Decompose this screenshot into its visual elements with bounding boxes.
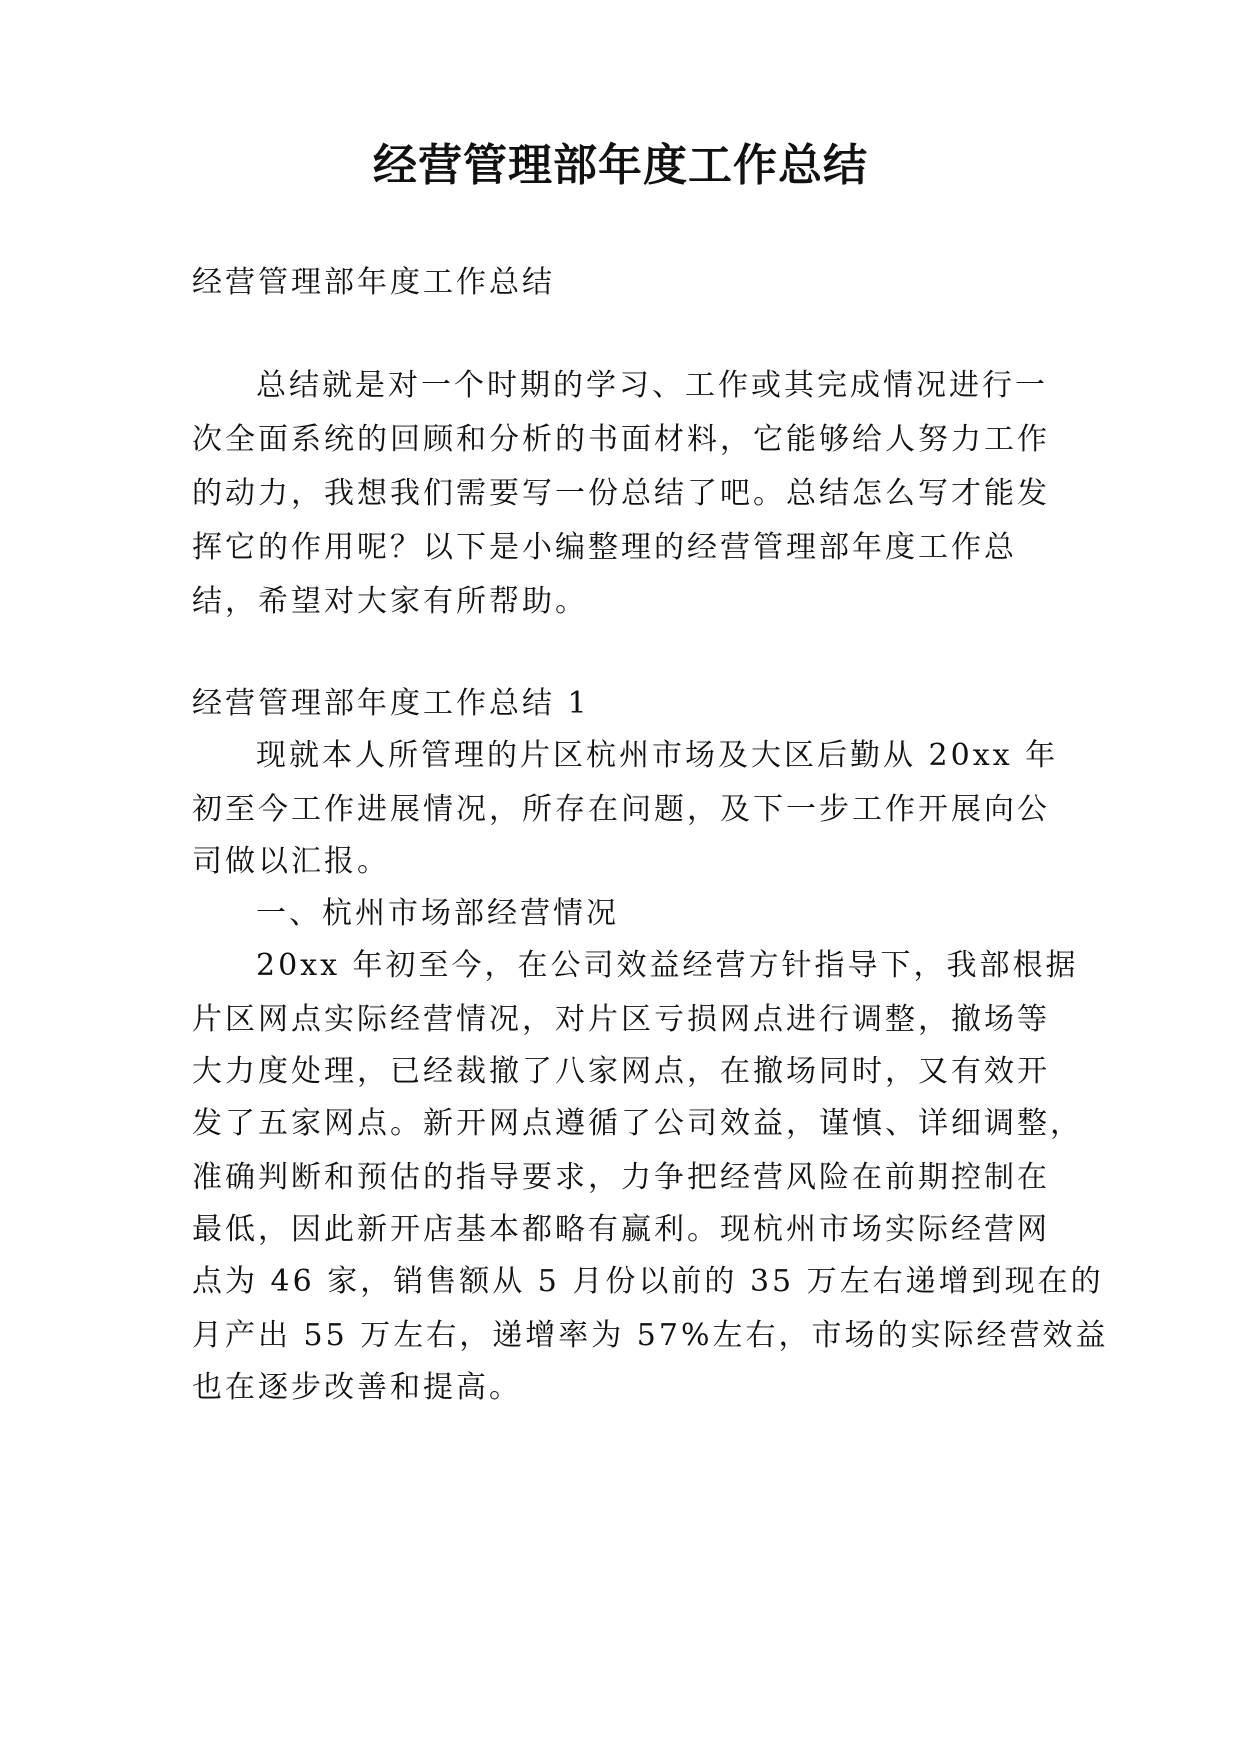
body-line-6: 最低，因此新开店基本都略有赢利。现杭州市场实际经营网 xyxy=(192,1212,1050,1247)
intro-line-3: 的动力，我想我们需要写一份总结了吧。总结怎么写才能发 xyxy=(192,476,1050,511)
body-line-7: 点为 46 家，销售额从 5 月份以前的 35 万左右递增到现在的 xyxy=(192,1264,1104,1299)
body-line-1: 20xx 年初至今，在公司效益经营方针指导下，我部根据 xyxy=(256,948,1079,983)
body-line-5: 准确判断和预估的指导要求，力争把经营风险在前期控制在 xyxy=(192,1160,1050,1195)
document-title: 经营管理部年度工作总结 xyxy=(373,140,868,191)
intro-line-1: 总结就是对一个时期的学习、工作或其完成情况进行一 xyxy=(256,368,1048,403)
section-heading: 经营管理部年度工作总结 1 xyxy=(192,686,590,721)
body-line-2: 片区网点实际经营情况，对片区亏损网点进行调整，撤场等 xyxy=(192,1002,1050,1037)
intro-line-5: 结，希望对大家有所帮助。 xyxy=(192,584,588,619)
body-line-3: 大力度处理，已经裁撤了八家网点，在撤场同时，又有效开 xyxy=(192,1054,1050,1089)
body-line-9: 也在逐步改善和提高。 xyxy=(192,1370,522,1405)
intro-line-4: 挥它的作用呢？以下是小编整理的经营管理部年度工作总 xyxy=(192,530,1017,565)
report-line-3: 司做以汇报。 xyxy=(192,844,390,879)
body-line-4: 发了五家网点。新开网点遵循了公司效益，谨慎、详细调整， xyxy=(192,1106,1083,1141)
subheading: 一、杭州市场部经营情况 xyxy=(256,896,619,931)
report-line-2: 初至今工作进展情况，所存在问题，及下一步工作开展向公 xyxy=(192,792,1050,827)
body-line-8: 月产出 55 万左右，递增率为 57%左右，市场的实际经营效益 xyxy=(192,1318,1109,1353)
report-line-1: 现就本人所管理的片区杭州市场及大区后勤从 20xx 年 xyxy=(256,738,1059,773)
document-subtitle: 经营管理部年度工作总结 xyxy=(192,265,555,300)
intro-line-2: 次全面系统的回顾和分析的书面材料，它能够给人努力工作 xyxy=(192,422,1050,457)
